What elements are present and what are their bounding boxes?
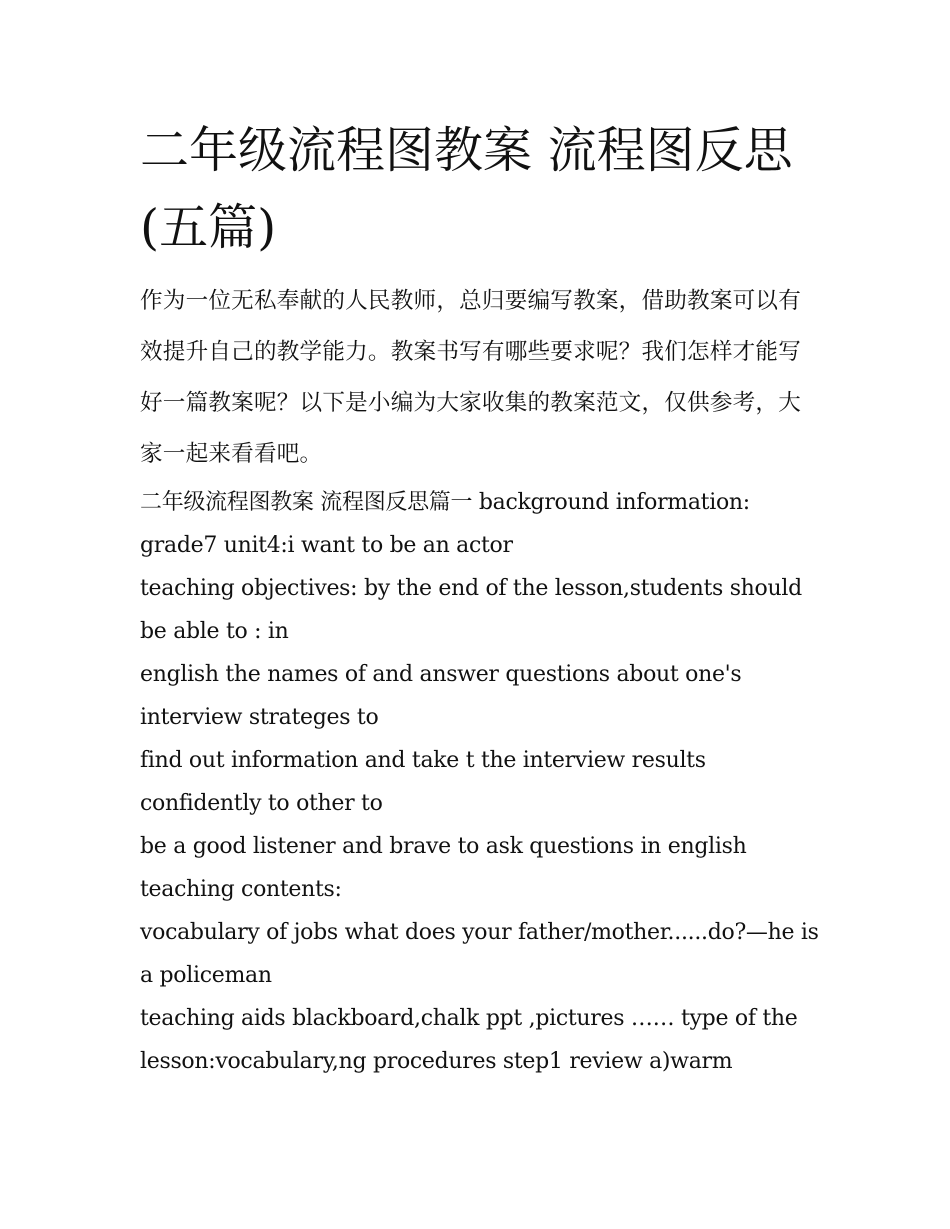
body-paragraph: teaching aids blackboard,chalk ppt ,pictures …… type of the lesson:vocabulary,ng procedures step1 review a)warm — [140, 1006, 798, 1074]
body-text — [140, 481, 820, 1083]
body-paragraph: be a good listener and brave to ask questions in english teaching contents: — [140, 834, 747, 902]
body-paragraph: vocabulary of jobs what does your father/mother......do?—he is a policeman — [140, 920, 819, 988]
body-paragraph: find out information and take t the interview results confidently to other to — [140, 748, 706, 816]
intro-paragraph: 作为一位无私奉献的人民教师，总归要编写教案，借助教案可以有效提升自己的教学能力。教案书写有哪些要求呢？我们怎样才能写好一篇教案呢？以下是小编为大家收集的教案范文，仅供参考，大家一起来看看吧。 — [140, 288, 802, 467]
document-title: 二年级流程图教案 流程图反思(五篇) — [140, 122, 793, 256]
body-paragraph: english the names of and answer questions about one's interview strateges to — [140, 662, 742, 730]
body-paragraph: teaching objectives: by the end of the lesson,students should be able to : in — [140, 576, 802, 644]
body-paragraph: 二年级流程图教案 流程图反思篇一 background information: grade7 unit4:i want to be an actor — [140, 490, 750, 558]
